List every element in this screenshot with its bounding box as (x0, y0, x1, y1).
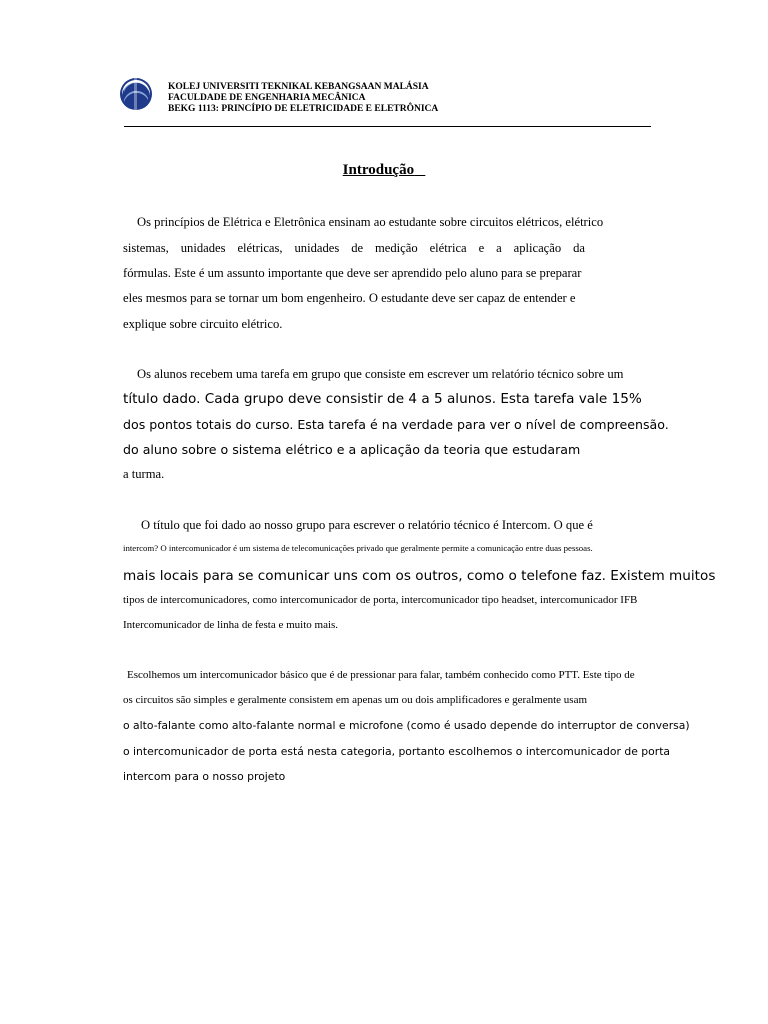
p4-line-3: o alto-falante como alto-falante normal e microfone (como é usado depende do interruptor de conversa) (123, 719, 690, 732)
p1-line-2-word: e (478, 241, 485, 255)
p3-line-1: O título que foi dado ao nosso grupo para escrever o relatório técnico é Intercom. O que é (141, 518, 593, 532)
p1-line-3: fórmulas. Este é um assunto importante que deve ser aprendido pelo aluno para se preparar (123, 266, 582, 280)
p3-line-3: mais locais para se comunicar uns com os outros, como o telefone faz. Existem muitos (123, 568, 716, 584)
p1-line-5: explique sobre circuito elétrico. (123, 317, 283, 331)
p1-line-2-word: medição (375, 241, 418, 255)
p1-line-2-word: elétricas, (237, 241, 283, 255)
p1-line-2 (123, 241, 585, 256)
p4-line-2: os circuitos são simples e geralmente consistem em apenas um ou dois amplificadores e geralmente usam (123, 694, 588, 706)
p4-line-5: intercom para o nosso projeto (123, 770, 286, 783)
header-divider (124, 126, 651, 127)
p4-line-1: Escolhemos um intercomunicador básico que é de pressionar para falar, também conhecido como PTT. Este tipo de (127, 669, 635, 681)
p4-line-4: o intercomunicador de porta está nesta categoria, portanto escolhemos o intercomunicador de porta (123, 745, 671, 758)
p1-line-2-word: unidades (294, 241, 340, 255)
p1-line-1: Os princípios de Elétrica e Eletrônica ensinam ao estudante sobre circuitos elétricos, elétrico (137, 215, 604, 229)
document-header (168, 82, 438, 115)
p3-line-5: Intercomunicador de linha de festa e muito mais. (123, 619, 339, 631)
p3-line-4: tipos de intercomunicadores, como intercomunicador de porta, intercomunicador tipo headset, intercomunicador IFB (123, 594, 638, 606)
p2-line-5: a turma. (123, 467, 165, 481)
p3-line-2: intercom? O intercomunicador é um sistema de telecomunicações privado que geralmente permite a comunicação entre duas pessoas. (123, 543, 593, 553)
section-title: Introdução (342, 162, 415, 178)
p1-line-2-word: da (573, 241, 585, 255)
p2-line-3: dos pontos totais do curso. Esta tarefa é na verdade para ver o nível de compreensão. (123, 417, 669, 432)
university-logo (118, 76, 154, 112)
p1-line-2-word: aplicação (513, 241, 562, 255)
p1-line-2-word: unidades (180, 241, 226, 255)
p1-line-2-word: elétrica (429, 241, 467, 255)
p1-line-2-word: a (496, 241, 502, 255)
p2-line-2: título dado. Cada grupo deve consistir de 4 a 5 alunos. Esta tarefa vale 15% (123, 391, 642, 407)
p2-line-4: do aluno sobre o sistema elétrico e a aplicação da teoria que estudaram (123, 442, 581, 457)
p2-line-1: Os alunos recebem uma tarefa em grupo que consiste em escrever um relatório técnico sobre um (137, 367, 624, 381)
header-course: BEKG 1113: PRINCÍPIO DE ELETRICIDADE E ELETRÔNICA (168, 104, 439, 114)
p1-line-2-word: sistemas, (123, 241, 169, 255)
p1-line-4: eles mesmos para se tornar um bom engenheiro. O estudante deve ser capaz de entender e (123, 291, 576, 305)
header-university: KOLEJ UNIVERSITI TEKNIKAL KEBANGSAAN MALÁSIA (168, 82, 429, 92)
header-faculty: FACULDADE DE ENGENHARIA MECÂNICA (168, 93, 366, 103)
p1-line-2-word: de (351, 241, 364, 255)
